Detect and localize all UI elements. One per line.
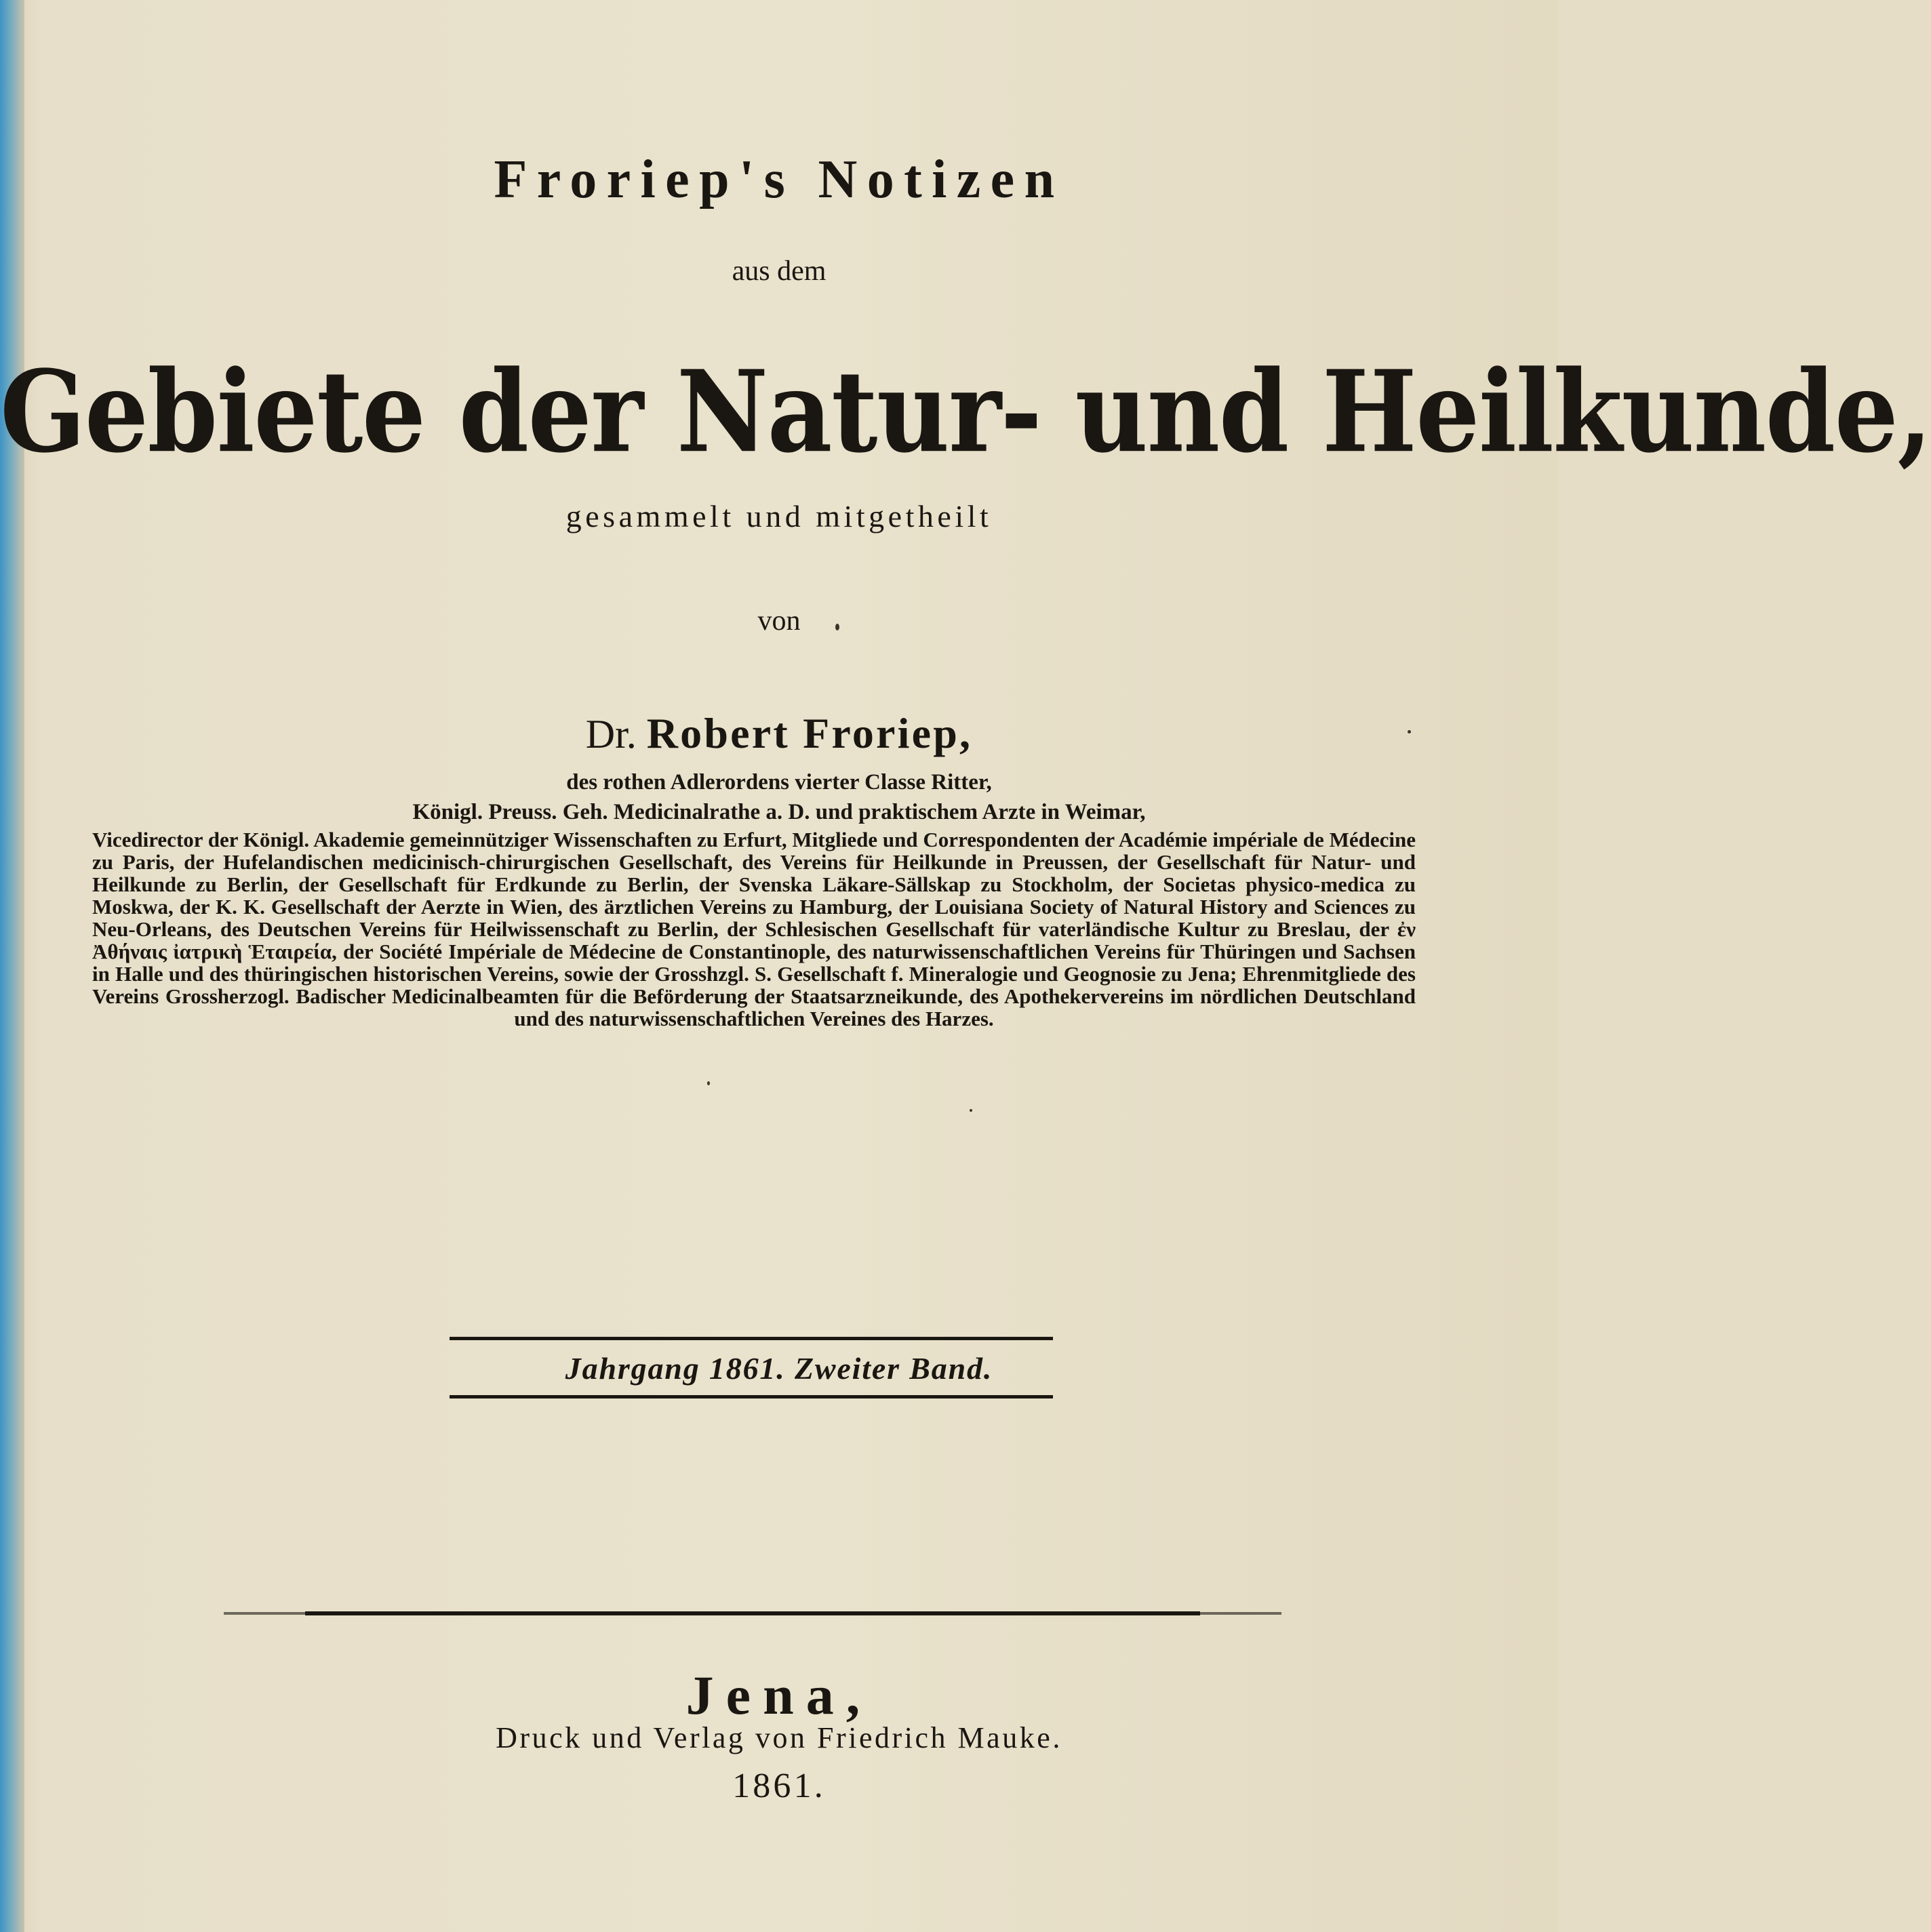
imprint-city: Jena, [685, 1664, 873, 1726]
author-line [0, 708, 1558, 759]
title-line-1: Froriep's Notizen [494, 150, 1064, 209]
book-edge [0, 0, 24, 1932]
author-prefix: Dr. [585, 712, 637, 757]
author-name: Robert Froriep, [646, 709, 973, 757]
paper-speck [707, 1081, 710, 1085]
by-line: von [757, 605, 801, 637]
paper-speck [1408, 730, 1411, 733]
memberships-paragraph: Vicedirector der Königl. Akademie gemeinnütziger Wissenschaften zu Erfurt, Mitgliede und Correspondenten der Académie impériale de Médecine zu Paris, der Hufelandischen medicinisch-chirurgischen Gesellschaft, des Vereins für Heilkunde in Preussen, der Gesellschaft für Natur- und Heilkunde zu Berlin, der Gesellschaft für Erdkunde zu Berlin, der Svenska Läkare-Sällskap zu Stockholm, der Societas physico-medica zu Moskwa, der K. K. Gesellschaft der Aerzte in Wien, des ärztlichen Vereins zu Hamburg, der Louisiana Society of Natural History and Sciences zu Neu-Orleans, des Deutschen Vereins für Heilwissenschaft zu Berlin, der Schlesischen Gesellschaft für vaterländische Kultur zu Breslau, der ἐν Ἀθήναις ἰατρικὴ Ἑταιρεία, der Société Impériale de Médecine de Constantinople, des naturwissenschaftlichen Vereins für Thüringen und Sachsen in Halle und des thüringischen historischen Vereins, sowie der Grosshzgl. S. Gesellschaft f. Mineralogie und Geognosie zu Jena; Ehrenmitgliede des Vereins Grossherzogl. Badischer Medicinalbeamten für die Beförderung der Staatsarzneikunde, des Apothekervereins im nördlichen Deutschland und des naturwissenschaftlichen Vereines des Harzes. [92, 828, 1416, 1030]
imprint-publisher: Druck und Verlag von Friedrich Mauke. [496, 1721, 1062, 1754]
volume-rule-top [450, 1337, 1053, 1340]
imprint-rule-thick [305, 1611, 1200, 1615]
volume-label: Jahrgang 1861. Zweiter Band. [565, 1351, 993, 1386]
paper-speck [970, 1109, 972, 1112]
imprint-year: 1861. [732, 1767, 826, 1805]
volume-rule-bottom [450, 1395, 1053, 1398]
main-title: Gebiete der Natur- und Heilkunde, [0, 345, 1931, 478]
title-line-2: aus dem [732, 256, 827, 287]
paper-speck [835, 624, 839, 630]
subtitle: gesammelt und mitgetheilt [565, 499, 993, 534]
author-title-2: Königl. Preuss. Geh. Medicinalrathe a. D. und praktischem Arzte in Weimar, [412, 800, 1146, 824]
author-title-1: des rothen Adlerordens vierter Classe Ritter, [566, 770, 992, 794]
